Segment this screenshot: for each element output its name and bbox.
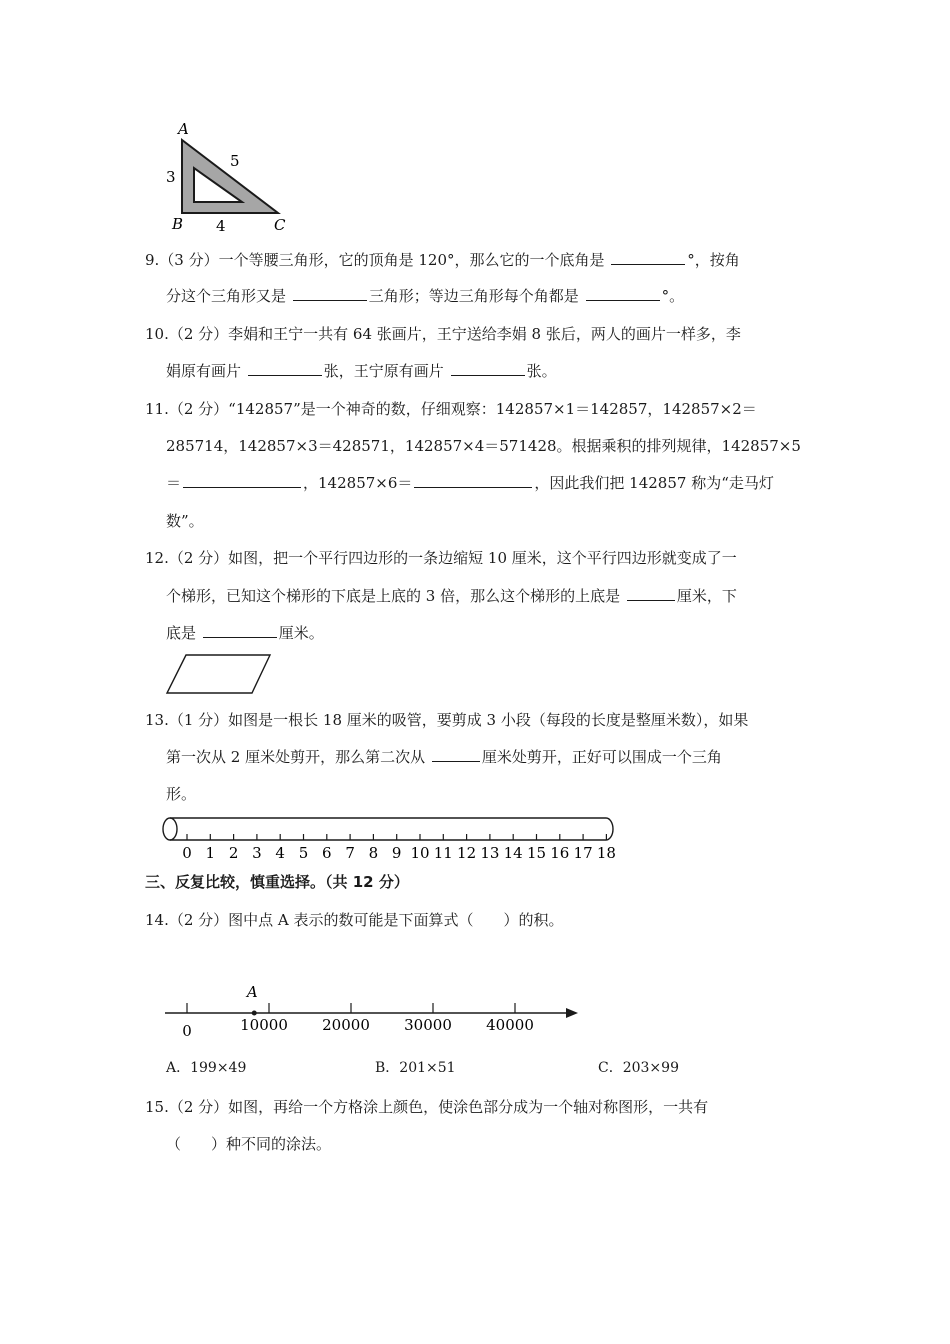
ruler-label: 14: [503, 844, 523, 862]
ruler-label: 12: [457, 844, 477, 862]
q15-line1: 15.（2 分）如图，再给一个方格涂上颜色，使涂色部分成为一个轴对称图形，一共有: [145, 1098, 709, 1116]
q9-line2: 分这个三角形又是 三角形；等边三角形每个角都是 °。: [166, 287, 685, 305]
ruler-label: 0: [182, 844, 192, 862]
ruler-label: 15: [526, 844, 547, 862]
q14-option-a[interactable]: A．199×49: [166, 1060, 247, 1076]
straw-end: [163, 818, 177, 840]
straw-ruler: [160, 812, 620, 864]
q9-blank-base-angle[interactable]: [611, 250, 685, 265]
q12-blank-bottom-base[interactable]: [203, 623, 277, 638]
axis-label: 10000: [240, 1016, 288, 1034]
q12-line1: 12.（2 分）如图，把一个平行四边形的一条边缩短 10 厘米，这个平行四边形就变成了一: [145, 549, 737, 567]
ruler-label: 1: [205, 844, 216, 862]
ruler-label: 17: [573, 844, 593, 862]
q11-line4: 数”。: [166, 512, 204, 530]
q11-blank-times5[interactable]: [183, 473, 301, 488]
side-ab: 3: [166, 168, 176, 186]
q10-line2: 娟原有画片 张，王宁原有画片 张。: [166, 362, 557, 380]
q9-blank-equilateral-angle[interactable]: [586, 286, 660, 301]
ruler-label: 11: [433, 844, 453, 862]
q10-blank-wangning[interactable]: [451, 361, 525, 376]
q13-line3: 形。: [166, 785, 197, 803]
straw-body: [170, 818, 613, 840]
label-b: B: [172, 215, 184, 233]
ruler-label: 10: [410, 844, 430, 862]
q13-line1: 13.（1 分）如图是一根长 18 厘米的吸管，要剪成 3 小段（每段的长度是整厘米数），如果: [145, 711, 749, 729]
label-a: A: [178, 120, 189, 138]
section-3-heading: 三、反复比较，慎重选择。（共 12 分）: [145, 873, 409, 891]
ruler-label: 16: [550, 844, 570, 862]
ruler-label: 3: [252, 844, 262, 862]
parallelogram-figure: [160, 650, 280, 698]
q9-blank-triangle-type[interactable]: [293, 286, 367, 301]
q12-line2: 个梯形，已知这个梯形的下底是上底的 3 倍，那么这个梯形的上底是 厘米，下: [166, 587, 737, 605]
axis-arrow: [566, 1008, 578, 1018]
q10-line1: 10.（2 分）李娟和王宁一共有 64 张画片，王宁送给李娟 8 张后，两人的画片一样多，李: [145, 325, 741, 343]
label-c: C: [274, 216, 286, 234]
ruler-label: 8: [368, 844, 379, 862]
q14-option-c[interactable]: C．203×99: [598, 1060, 679, 1076]
q13-line2: 第一次从 2 厘米处剪开，那么第二次从 厘米处剪开，正好可以围成一个三角: [166, 748, 722, 766]
point-a: [252, 1011, 257, 1016]
q11-line2: 285714，142857×3＝428571，142857×4＝571428。根据乘积的排列规律，142857×5: [166, 437, 801, 455]
q12-blank-top-base[interactable]: [627, 586, 675, 601]
ruler-label: 4: [275, 844, 285, 862]
q14-option-b[interactable]: B．201×51: [375, 1060, 456, 1076]
side-bc: 4: [216, 217, 226, 235]
axis-label: 40000: [486, 1016, 534, 1034]
q14-line1: 14.（2 分）图中点 A 表示的数可能是下面算式（ ）的积。: [145, 911, 564, 929]
q11-line3: ＝ ，142857×6＝ ，因此我们把 142857 称为“走马灯: [166, 474, 774, 492]
ruler-label: 5: [298, 844, 309, 862]
side-ac: 5: [230, 152, 240, 170]
q10-blank-lijuan[interactable]: [248, 361, 322, 376]
ruler-label: 9: [391, 844, 402, 862]
q11-line1: 11.（2 分）“142857”是一个神奇的数，仔细观察：142857×1＝142857，142857×2＝: [145, 400, 757, 418]
ruler-label: 6: [322, 844, 332, 862]
axis-label: 0: [182, 1022, 192, 1040]
number-line: [160, 978, 590, 1040]
ruler-label: 2: [228, 844, 239, 862]
q9-line1: 9.（3 分）一个等腰三角形，它的顶角是 120°，那么它的一个底角是 °，按角: [145, 251, 740, 269]
ruler-label: 18: [596, 844, 616, 862]
q13-blank-second-cut[interactable]: [432, 747, 480, 762]
ruler-label: 7: [345, 844, 355, 862]
q12-line3: 底是 厘米。: [166, 624, 324, 642]
q15-line2: （ ）种不同的涂法。: [166, 1135, 332, 1153]
axis-label: 30000: [404, 1016, 452, 1034]
point-a-label: A: [246, 983, 258, 1001]
axis-label: 20000: [322, 1016, 370, 1034]
ruler-label: 13: [480, 844, 500, 862]
q11-blank-times6[interactable]: [414, 473, 532, 488]
triangle-figure: [160, 118, 295, 236]
